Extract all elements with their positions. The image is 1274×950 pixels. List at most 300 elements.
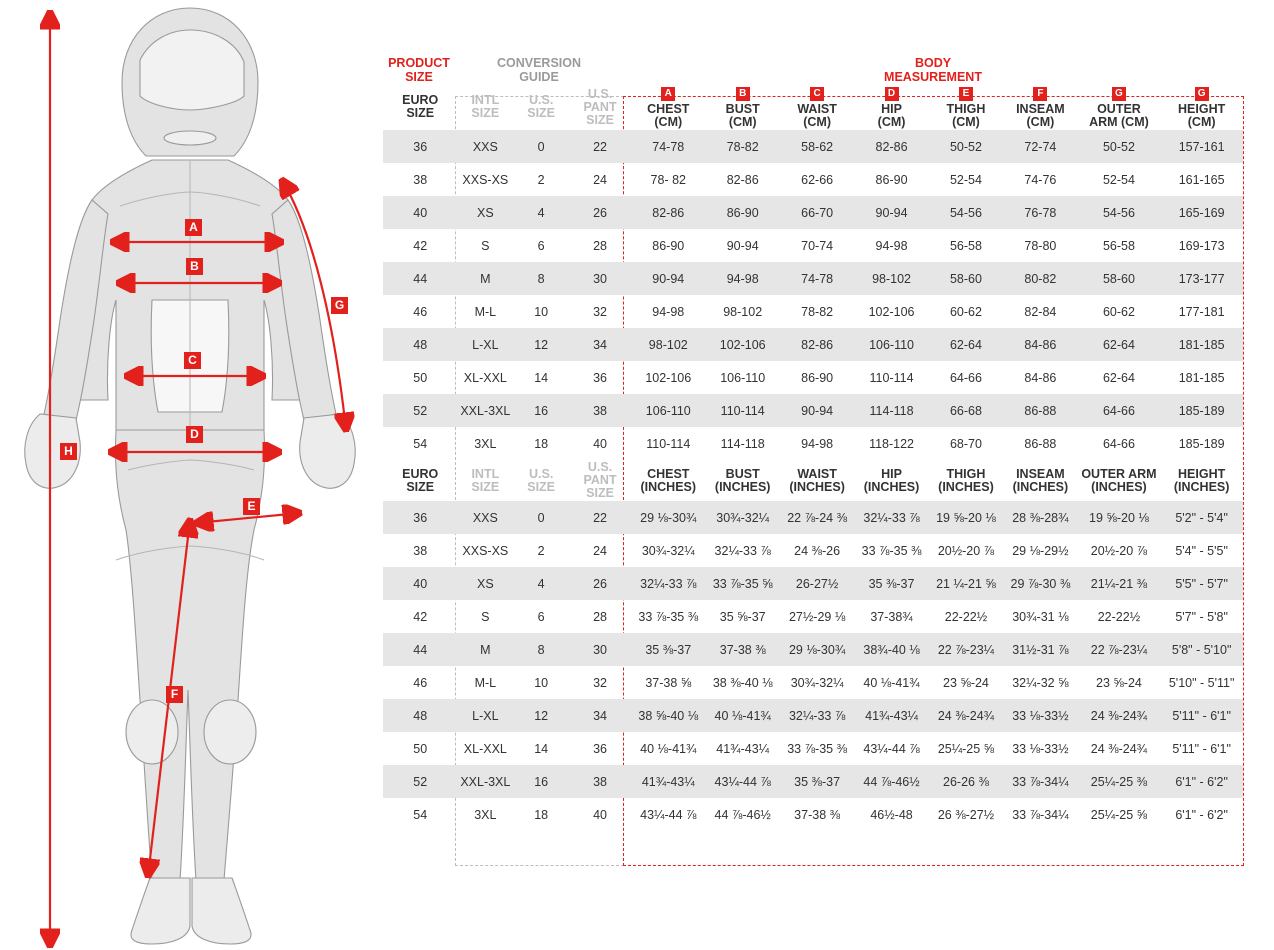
cell-r9-c4-in: 43¼-44 ⅞	[640, 807, 697, 822]
cell-r0-c5-cm: 78-82	[705, 130, 779, 163]
cell-r6-c0-in: 48	[383, 699, 457, 732]
cell-r4-c8-in: 22 ⅞-23¼	[929, 633, 1003, 666]
cell-r9-c7-in: 46½-48	[870, 807, 913, 822]
cell-r4-c0-in: 44	[383, 633, 457, 666]
cell-r8-c0-in: 52	[383, 765, 457, 798]
cell-r4-c5-in: 37-38 ⅜	[705, 633, 779, 666]
column-header-outerarm-in: OUTER ARM (INCHES)	[1081, 466, 1157, 494]
cell-r4-c4-in: 35 ⅜-37	[631, 633, 705, 666]
table-header-row-cm	[383, 84, 1243, 130]
cell-r1-c11-in: 5'4" - 5'5"	[1175, 543, 1228, 558]
cell-r9-c3-in: 40	[593, 807, 607, 822]
cell-r5-c9-cm: 82-84	[1024, 304, 1057, 319]
cell-r1-c2-in: 2	[537, 543, 545, 558]
cell-r1-c1-cm: XXS-XS	[462, 172, 509, 187]
cell-r1-c3-cm: 24	[593, 172, 607, 187]
marker-C: C	[184, 352, 201, 369]
cell-r6-c6-cm: 82-86	[780, 328, 854, 361]
table-row	[383, 798, 1243, 831]
cell-r4-c11-in: 5'8" - 5'10"	[1160, 633, 1243, 666]
cell-r9-c11-in: 6'1" - 6'2"	[1175, 807, 1228, 822]
cell-r9-c3-cm: 40	[593, 436, 607, 451]
column-header-euro-in: EURO SIZE	[402, 466, 439, 494]
table-row	[383, 163, 1243, 196]
cell-r2-c3-cm: 26	[569, 196, 631, 229]
cell-r3-c3-in: 28	[593, 609, 607, 624]
cell-r1-c10-in: 20½-20 ⅞	[1090, 543, 1148, 558]
cell-r0-c7-cm: 82-86	[854, 130, 928, 163]
column-header-thigh-in: THIGH (INCHES)	[938, 466, 994, 494]
cell-r7-c7-in: 43¼-44 ⅞	[863, 741, 920, 756]
column-header-us-cm: U.S. PANT SIZE	[583, 86, 617, 127]
cell-r8-c8-in: 26-26 ⅜	[929, 765, 1003, 798]
column-header-chest-cm: A CHEST (CM)	[647, 88, 690, 129]
cell-r2-c11-in: 5'5" - 5'7"	[1160, 567, 1243, 600]
cell-r9-c2-in: 18	[534, 807, 549, 822]
cell-r4-c0-cm: 44	[383, 262, 457, 295]
cell-r6-c8-cm: 62-64	[929, 328, 1003, 361]
cell-r1-c11-cm: 161-165	[1178, 172, 1225, 187]
cell-r5-c2-in: 10	[534, 675, 549, 690]
column-header-bust-in: BUST (INCHES)	[714, 466, 771, 494]
cell-r3-c11-cm: 169-173	[1178, 238, 1225, 253]
cell-r8-c1-cm: XXL-3XL	[457, 394, 513, 427]
column-header-us-in: U.S. SIZE	[527, 466, 556, 494]
cell-r6-c7-in: 41¾-43¼	[854, 699, 928, 732]
cell-r2-c8-in: 21 ¼-21 ⅝	[929, 567, 1003, 600]
cell-r9-c6-cm: 94-98	[801, 436, 834, 451]
cell-r6-c5-cm: 102-106	[705, 328, 779, 361]
cell-r0-c8-in: 19 ⅝-20 ⅛	[929, 501, 1003, 534]
cell-r8-c11-cm: 185-189	[1160, 394, 1243, 427]
cell-r6-c1-in: L-XL	[457, 699, 513, 732]
cell-r5-c7-cm: 102-106	[868, 304, 915, 319]
cell-r7-c4-in: 40 ⅛-41¾	[640, 741, 697, 756]
cell-r1-c2-cm: 2	[537, 172, 545, 187]
column-header-waist-in: WAIST (INCHES)	[789, 466, 845, 494]
cell-r6-c4-cm: 98-102	[631, 328, 705, 361]
cell-r2-c5-cm: 86-90	[705, 196, 779, 229]
cell-r0-c8-cm: 50-52	[929, 130, 1003, 163]
table-row	[383, 600, 1243, 633]
cell-r0-c9-in: 28 ⅜-28¾	[1003, 501, 1077, 534]
cell-r3-c5-in: 35 ⅝-37	[719, 609, 766, 624]
cell-r4-c6-cm: 74-78	[780, 262, 854, 295]
cell-r7-c3-in: 36	[593, 741, 607, 756]
column-header-us-cm: U.S. SIZE	[527, 93, 556, 120]
cell-r3-c4-cm: 86-90	[652, 238, 685, 253]
column-header-outer-cm: G OUTER ARM (CM)	[1089, 88, 1149, 129]
marker-B: B	[186, 258, 203, 275]
cell-r4-c10-cm: 58-60	[1078, 262, 1161, 295]
cell-r4-c2-in: 8	[513, 633, 569, 666]
cell-r3-c2-in: 6	[537, 609, 545, 624]
column-header-waist-cm: C WAIST (CM)	[797, 88, 837, 129]
cell-r3-c9-cm: 78-80	[1024, 238, 1057, 253]
cell-r2-c10-cm: 54-56	[1078, 196, 1161, 229]
cell-r5-c7-in: 40 ⅛-41¾	[863, 675, 920, 690]
marker-D: D	[186, 426, 203, 443]
cell-r7-c6-in: 33 ⅞-35 ⅜	[787, 741, 847, 756]
cell-r0-c6-in: 22 ⅞-24 ⅜	[780, 501, 854, 534]
table-row	[383, 666, 1243, 699]
cell-r0-c11-in: 5'2" - 5'4"	[1160, 501, 1243, 534]
cell-r3-c0-in: 42	[413, 609, 428, 624]
cell-r9-c10-cm: 64-66	[1102, 436, 1135, 451]
cell-r0-c2-in: 0	[513, 501, 569, 534]
cell-r6-c0-cm: 48	[383, 328, 457, 361]
cell-r5-c6-cm: 78-82	[801, 304, 834, 319]
cell-r1-c6-cm: 62-66	[801, 172, 834, 187]
cell-r8-c6-in: 35 ⅜-37	[780, 765, 854, 798]
letter-badge-A: A	[661, 87, 675, 101]
cell-r1-c8-cm: 52-54	[949, 172, 982, 187]
cell-r2-c7-cm: 90-94	[854, 196, 928, 229]
cell-r1-c0-cm: 38	[413, 172, 428, 187]
cell-r5-c8-cm: 60-62	[949, 304, 982, 319]
cell-r9-c7-cm: 118-122	[869, 436, 915, 451]
cell-r1-c1-in: XXS-XS	[462, 543, 509, 558]
cell-r6-c9-cm: 84-86	[1003, 328, 1077, 361]
cell-r3-c8-in: 22-22½	[944, 609, 988, 624]
cell-r5-c5-cm: 98-102	[723, 304, 763, 319]
table-row	[383, 427, 1243, 460]
letter-badge-F: F	[1033, 87, 1047, 101]
cell-r3-c9-in: 30¾-31 ⅛	[1012, 609, 1069, 624]
cell-r1-c8-in: 20½-20 ⅞	[937, 543, 995, 558]
cell-r7-c2-in: 14	[534, 741, 549, 756]
cell-r3-c2-cm: 6	[537, 238, 545, 253]
cell-r7-c9-in: 33 ⅛-33½	[1012, 741, 1069, 756]
column-header-thigh-cm: E THIGH (CM)	[946, 88, 986, 129]
cell-r3-c10-in: 22-22½	[1097, 609, 1141, 624]
table-row	[383, 633, 1243, 666]
cell-r9-c9-cm: 86-88	[1024, 436, 1057, 451]
cell-r4-c2-cm: 8	[513, 262, 569, 295]
cell-r2-c4-in: 32¼-33 ⅞	[631, 567, 705, 600]
column-header-intl-in: INTL SIZE	[471, 466, 500, 494]
cell-r1-c5-cm: 82-86	[726, 172, 759, 187]
column-header-intl-cm: INTL SIZE	[471, 93, 500, 120]
table-row	[383, 567, 1243, 600]
cell-r9-c0-in: 54	[413, 807, 428, 822]
cell-r4-c9-cm: 80-82	[1003, 262, 1077, 295]
cell-r7-c5-cm: 106-110	[720, 370, 766, 385]
column-header-chest-in: CHEST (INCHES)	[640, 466, 697, 494]
cell-r3-c7-cm: 94-98	[875, 238, 908, 253]
cell-r6-c6-in: 32¼-33 ⅞	[780, 699, 854, 732]
cell-r1-c9-in: 29 ⅛-29½	[1012, 543, 1069, 558]
table-row	[383, 732, 1243, 765]
cell-r8-c5-cm: 110-114	[705, 394, 779, 427]
cell-r8-c7-in: 44 ⅞-46½	[854, 765, 928, 798]
letter-badge-E: E	[959, 87, 973, 101]
cell-r9-c5-in: 44 ⅞-46½	[714, 807, 771, 822]
cell-r2-c0-cm: 40	[383, 196, 457, 229]
cell-r2-c6-in: 26-27½	[780, 567, 854, 600]
table-row	[383, 196, 1243, 229]
cell-r9-c8-cm: 68-70	[949, 436, 982, 451]
cell-r3-c11-in: 5'7" - 5'8"	[1175, 609, 1228, 624]
cell-r2-c2-cm: 4	[513, 196, 569, 229]
cell-r1-c4-cm: 78- 82	[650, 172, 686, 187]
cell-r6-c5-in: 40 ⅛-41¾	[705, 699, 779, 732]
cell-r7-c8-in: 25¼-25 ⅝	[937, 741, 995, 756]
cell-r6-c8-in: 24 ⅜-24¾	[929, 699, 1003, 732]
table-row	[383, 328, 1243, 361]
cell-r9-c5-cm: 114-118	[720, 436, 765, 451]
cell-r2-c10-in: 21¼-21 ⅜	[1078, 567, 1161, 600]
cell-r3-c7-in: 37-38¾	[870, 609, 913, 624]
cell-r7-c3-cm: 36	[593, 370, 607, 385]
letter-badge-B: B	[736, 87, 750, 101]
cell-r7-c6-cm: 86-90	[801, 370, 834, 385]
cell-r2-c2-in: 4	[513, 567, 569, 600]
cell-r4-c1-cm: M	[457, 262, 513, 295]
cell-r8-c2-in: 16	[513, 765, 569, 798]
cell-r8-c7-cm: 114-118	[854, 394, 928, 427]
cell-r0-c3-in: 22	[569, 501, 631, 534]
cell-r3-c6-in: 27½-29 ⅛	[788, 609, 846, 624]
table-row	[383, 361, 1243, 394]
cell-r8-c3-cm: 38	[569, 394, 631, 427]
cell-r6-c3-cm: 34	[569, 328, 631, 361]
cell-r7-c9-cm: 84-86	[1024, 370, 1057, 385]
cell-r5-c1-cm: M-L	[474, 304, 497, 319]
cell-r4-c10-in: 22 ⅞-23¼	[1078, 633, 1161, 666]
cell-r3-c1-in: S	[481, 609, 490, 624]
cell-r0-c0-cm: 36	[383, 130, 457, 163]
cell-r6-c11-cm: 181-185	[1160, 328, 1243, 361]
cell-r6-c10-cm: 62-64	[1078, 328, 1161, 361]
section-headers	[383, 56, 1243, 84]
table-row	[383, 130, 1243, 163]
cell-r7-c5-in: 41¾-43¼	[716, 741, 770, 756]
column-header-inseam-cm: F INSEAM (CM)	[1016, 88, 1065, 129]
cell-r7-c4-cm: 102-106	[645, 370, 692, 385]
cell-r5-c3-cm: 32	[593, 304, 607, 319]
marker-E: E	[243, 498, 260, 515]
cell-r6-c7-cm: 106-110	[854, 328, 928, 361]
marker-A: A	[185, 219, 202, 236]
conversion-guide-header: CONVERSION GUIDE	[496, 56, 582, 84]
cell-r1-c5-in: 32¼-33 ⅞	[714, 543, 771, 558]
table-row	[383, 229, 1243, 262]
cell-r1-c7-in: 33 ⅞-35 ⅜	[861, 543, 922, 558]
cell-r2-c11-cm: 165-169	[1160, 196, 1243, 229]
cell-r7-c11-in: 5'11" - 6'1"	[1172, 741, 1231, 756]
cell-r6-c11-in: 5'11" - 6'1"	[1160, 699, 1243, 732]
column-header-inseam-in: INSEAM (INCHES)	[1012, 466, 1069, 494]
cell-r0-c10-in: 19 ⅝-20 ⅛	[1078, 501, 1161, 534]
cell-r6-c9-in: 33 ⅛-33½	[1003, 699, 1077, 732]
cell-r2-c1-in: XS	[457, 567, 513, 600]
cell-r5-c6-in: 30¾-32¼	[790, 675, 844, 690]
cell-r8-c4-cm: 106-110	[631, 394, 705, 427]
cell-r9-c11-cm: 185-189	[1178, 436, 1225, 451]
column-header-height-in: HEIGHT (INCHES)	[1173, 466, 1230, 494]
cell-r4-c1-in: M	[457, 633, 513, 666]
table-row	[383, 534, 1243, 567]
body-measurement-header: BODY MEASUREMENT	[884, 56, 982, 84]
cell-r7-c0-in: 50	[413, 741, 428, 756]
cell-r8-c5-in: 43¼-44 ⅞	[705, 765, 779, 798]
cell-r9-c9-in: 33 ⅞-34¼	[1012, 807, 1069, 822]
cell-r2-c7-in: 35 ⅜-37	[854, 567, 928, 600]
cell-r3-c1-cm: S	[481, 238, 490, 253]
cell-r4-c8-cm: 58-60	[929, 262, 1003, 295]
cell-r0-c3-cm: 22	[569, 130, 631, 163]
cell-r3-c8-cm: 56-58	[949, 238, 982, 253]
cell-r7-c8-cm: 64-66	[949, 370, 982, 385]
cell-r4-c5-cm: 94-98	[705, 262, 779, 295]
column-header-us-in: U.S. PANT SIZE	[583, 460, 617, 500]
cell-r1-c6-in: 24 ⅜-26	[794, 543, 841, 558]
cell-r5-c10-cm: 60-62	[1102, 304, 1135, 319]
cell-r0-c1-cm: XXS	[457, 130, 513, 163]
cell-r5-c4-cm: 94-98	[652, 304, 685, 319]
cell-r7-c1-cm: XL-XXL	[463, 370, 507, 385]
cell-r6-c10-in: 24 ⅜-24¾	[1078, 699, 1161, 732]
cell-r5-c3-in: 32	[593, 675, 607, 690]
cell-r9-c1-cm: 3XL	[474, 436, 497, 451]
cell-r2-c8-cm: 54-56	[929, 196, 1003, 229]
cell-r0-c11-cm: 157-161	[1160, 130, 1243, 163]
cell-r8-c10-in: 25¼-25 ⅜	[1078, 765, 1161, 798]
cell-r2-c9-in: 29 ⅞-30 ⅜	[1003, 567, 1077, 600]
cell-r2-c6-cm: 66-70	[780, 196, 854, 229]
cell-r1-c0-in: 38	[413, 543, 428, 558]
column-header-hip-in: HIP (INCHES)	[863, 466, 920, 494]
cell-r4-c7-cm: 98-102	[854, 262, 928, 295]
cell-r0-c6-cm: 58-62	[780, 130, 854, 163]
table-row	[383, 262, 1243, 295]
cell-r9-c1-in: 3XL	[474, 807, 497, 822]
cell-r0-c9-cm: 72-74	[1003, 130, 1077, 163]
cell-r2-c9-cm: 76-78	[1003, 196, 1077, 229]
cell-r0-c1-in: XXS	[457, 501, 513, 534]
cell-r0-c2-cm: 0	[513, 130, 569, 163]
marker-F: F	[166, 686, 183, 703]
cell-r5-c11-in: 5'10" - 5'11"	[1168, 675, 1235, 690]
letter-badge-G: G	[1195, 87, 1209, 101]
cell-r8-c3-in: 38	[569, 765, 631, 798]
marker-G: G	[331, 297, 348, 314]
cell-r7-c7-cm: 110-114	[869, 370, 914, 385]
cell-r4-c11-cm: 173-177	[1160, 262, 1243, 295]
cell-r2-c3-in: 26	[569, 567, 631, 600]
cell-r8-c4-in: 41¾-43¼	[631, 765, 705, 798]
column-header-height-cm: G HEIGHT (CM)	[1178, 88, 1226, 129]
rider-illustration	[0, 0, 380, 950]
cell-r8-c11-in: 6'1" - 6'2"	[1160, 765, 1243, 798]
cell-r6-c1-cm: L-XL	[457, 328, 513, 361]
cell-r7-c11-cm: 181-185	[1178, 370, 1225, 385]
cell-r1-c4-in: 30¾-32¼	[641, 543, 695, 558]
cell-r8-c9-in: 33 ⅞-34¼	[1003, 765, 1077, 798]
cell-r7-c10-in: 24 ⅜-24¾	[1090, 741, 1148, 756]
cell-r8-c2-cm: 16	[513, 394, 569, 427]
cell-r6-c2-in: 12	[513, 699, 569, 732]
cell-r5-c8-in: 23 ⅝-24	[943, 675, 989, 690]
cell-r5-c11-cm: 177-181	[1178, 304, 1225, 319]
cell-r8-c8-cm: 66-68	[929, 394, 1003, 427]
cell-r9-c2-cm: 18	[534, 436, 549, 451]
cell-r5-c0-cm: 46	[413, 304, 428, 319]
cell-r7-c2-cm: 14	[534, 370, 549, 385]
table-row	[383, 394, 1243, 427]
cell-r8-c6-cm: 90-94	[780, 394, 854, 427]
cell-r6-c2-cm: 12	[513, 328, 569, 361]
cell-r4-c3-cm: 30	[569, 262, 631, 295]
cell-r8-c0-cm: 52	[383, 394, 457, 427]
letter-badge-C: C	[810, 87, 824, 101]
cell-r1-c7-cm: 86-90	[875, 172, 908, 187]
cell-r9-c8-in: 26 ⅜-27½	[937, 807, 995, 822]
marker-H: H	[60, 443, 77, 460]
cell-r0-c5-in: 30¾-32¼	[705, 501, 779, 534]
letter-badge-D: D	[885, 87, 899, 101]
cell-r5-c1-in: M-L	[474, 675, 497, 690]
cell-r5-c10-in: 23 ⅝-24	[1096, 675, 1142, 690]
cell-r0-c4-in: 29 ⅛-30¾	[631, 501, 705, 534]
cell-r5-c2-cm: 10	[534, 304, 549, 319]
cell-r4-c4-cm: 90-94	[631, 262, 705, 295]
size-chart-table-area	[383, 56, 1243, 831]
cell-r0-c7-in: 32¼-33 ⅞	[854, 501, 928, 534]
cell-r9-c0-cm: 54	[413, 436, 428, 451]
cell-r9-c6-in: 37-38 ⅜	[794, 807, 841, 822]
cell-r3-c10-cm: 56-58	[1102, 238, 1135, 253]
column-header-euro-cm: EURO SIZE	[402, 93, 439, 120]
cell-r8-c10-cm: 64-66	[1078, 394, 1161, 427]
cell-r3-c5-cm: 90-94	[726, 238, 759, 253]
table-row	[383, 699, 1243, 732]
column-header-bust-cm: B BUST (CM)	[725, 88, 760, 129]
cell-r8-c9-cm: 86-88	[1003, 394, 1077, 427]
product-size-header: PRODUCT SIZE	[388, 56, 450, 84]
table-header-row-in	[383, 460, 1243, 501]
cell-r1-c3-in: 24	[593, 543, 607, 558]
cell-r7-c10-cm: 62-64	[1102, 370, 1135, 385]
table-row	[383, 765, 1243, 798]
column-header-hip-cm: D HIP (CM)	[877, 88, 906, 129]
cell-r0-c0-in: 36	[383, 501, 457, 534]
cell-r5-c5-in: 38 ⅜-40 ⅛	[712, 675, 773, 690]
cell-r4-c6-in: 29 ⅛-30¾	[780, 633, 854, 666]
body-measurement-figure	[0, 0, 380, 950]
size-table	[383, 84, 1243, 831]
cell-r2-c0-in: 40	[383, 567, 457, 600]
cell-r3-c0-cm: 42	[413, 238, 428, 253]
cell-r1-c10-cm: 52-54	[1102, 172, 1135, 187]
cell-r9-c4-cm: 110-114	[646, 436, 691, 451]
cell-r4-c9-in: 31½-31 ⅞	[1003, 633, 1077, 666]
cell-r2-c1-cm: XS	[457, 196, 513, 229]
cell-r3-c4-in: 33 ⅞-35 ⅜	[638, 609, 699, 624]
cell-r0-c4-cm: 74-78	[631, 130, 705, 163]
table-row	[383, 501, 1243, 534]
cell-r6-c3-in: 34	[569, 699, 631, 732]
cell-r1-c9-cm: 74-76	[1024, 172, 1057, 187]
cell-r7-c0-cm: 50	[413, 370, 428, 385]
table-row	[383, 295, 1243, 328]
cell-r0-c10-cm: 50-52	[1078, 130, 1161, 163]
cell-r3-c3-cm: 28	[593, 238, 607, 253]
cell-r5-c0-in: 46	[413, 675, 428, 690]
cell-r5-c9-in: 32¼-32 ⅝	[1012, 675, 1069, 690]
cell-r6-c4-in: 38 ⅝-40 ⅛	[631, 699, 705, 732]
